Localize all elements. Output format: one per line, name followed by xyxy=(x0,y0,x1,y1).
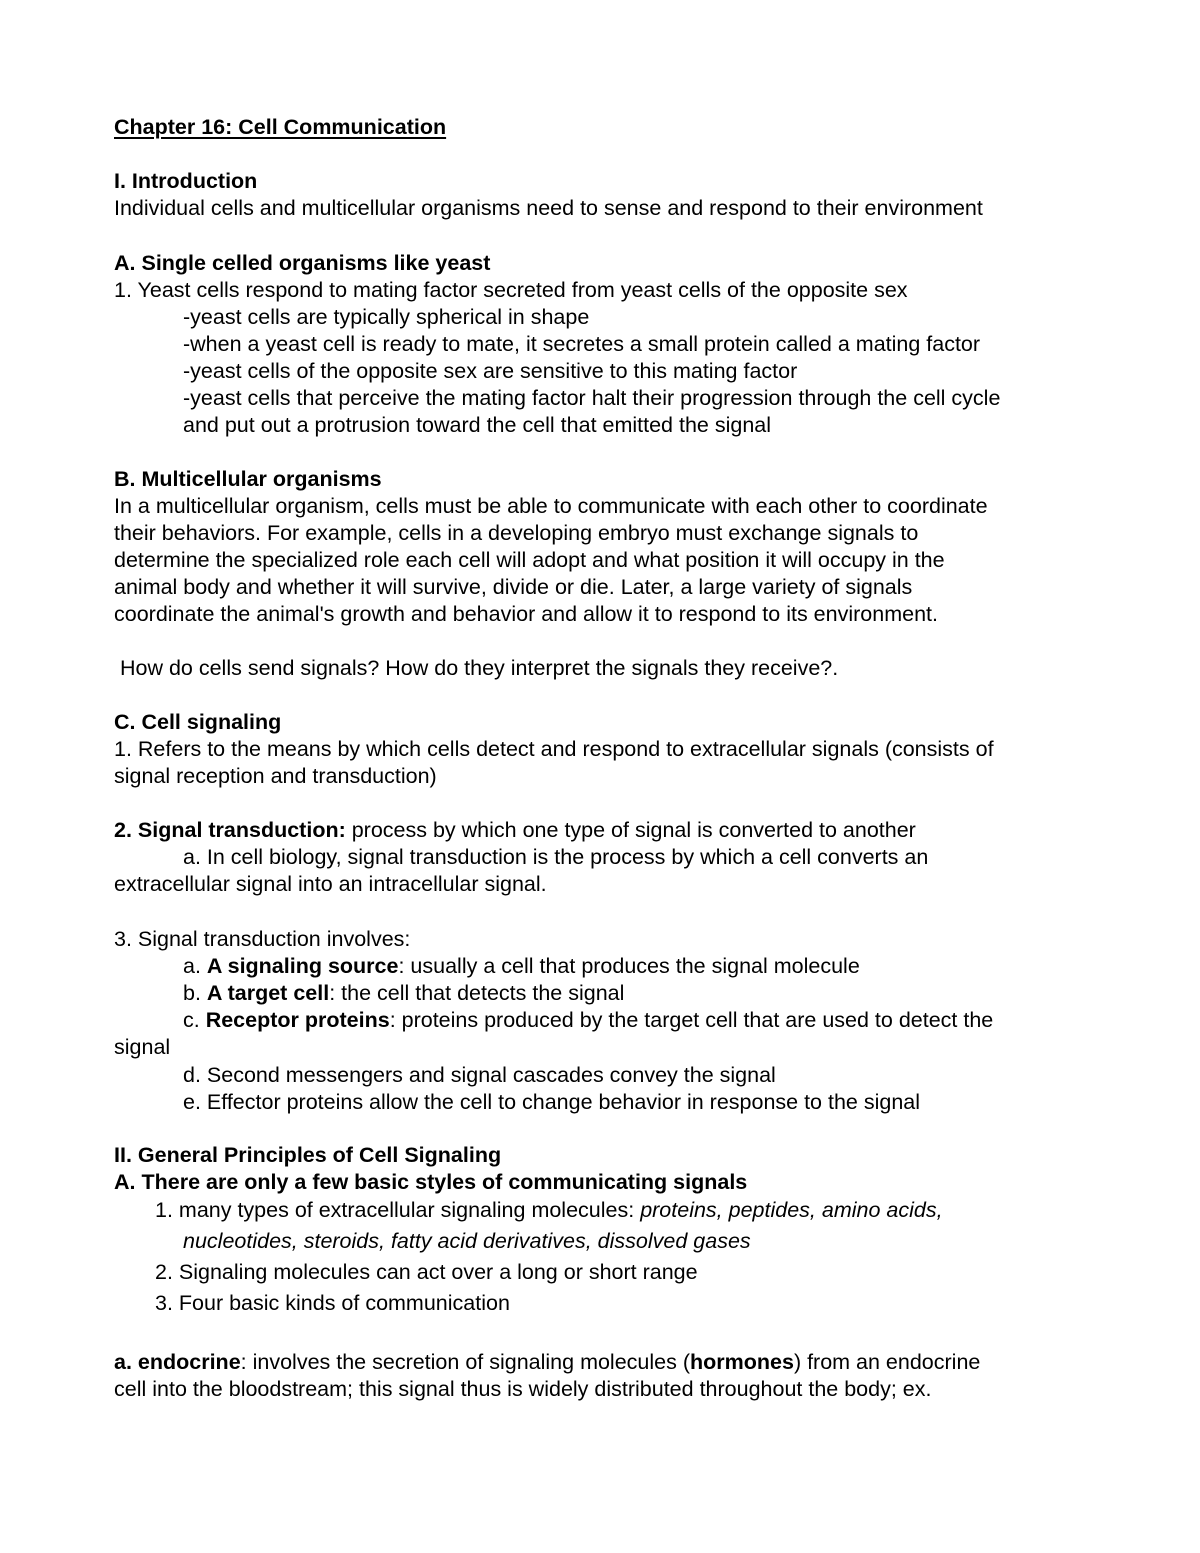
list-marker: a. xyxy=(183,954,207,978)
section-heading-a: A. Single celled organisms like yeast xyxy=(114,251,491,275)
section-c-item-2 xyxy=(114,817,916,844)
page-title: Chapter 16: Cell Communication xyxy=(114,115,447,139)
section-heading-introduction: I. Introduction xyxy=(114,169,258,193)
endocrine-text: : involves the secretion of signaling molecules ( xyxy=(240,1350,690,1374)
receptor-proteins-term: Receptor proteins xyxy=(205,1008,390,1032)
endocrine-definition xyxy=(114,1349,980,1376)
section-a-bullet: -yeast cells that perceive the mating factor halt their progression through the cell cycle xyxy=(183,386,1001,410)
hormones-term: hormones xyxy=(690,1350,794,1374)
endocrine-term: a. endocrine xyxy=(114,1350,241,1374)
section-a-item-1: 1. Yeast cells respond to mating factor secreted from yeast cells of the opposite sex xyxy=(114,278,908,302)
section-b-paragraph-line: their behaviors. For example, cells in a developing embryo must exchange signals to xyxy=(114,521,919,545)
section-c-item-2a: a. In cell biology, signal transduction is the process by which a cell converts an xyxy=(183,845,929,869)
section-heading-ii: II. General Principles of Cell Signaling xyxy=(114,1143,502,1167)
section-c-item-3c-continuation: signal xyxy=(114,1035,171,1059)
section-ii-item-1-continuation: nucleotides, steroids, fatty acid derivatives, dissolved gases xyxy=(183,1229,751,1253)
molecule-types-intro: 1. many types of extracellular signaling molecules: xyxy=(155,1198,641,1222)
section-heading-b: B. Multicellular organisms xyxy=(114,467,382,491)
section-a-bullet: -yeast cells of the opposite sex are sensitive to this mating factor xyxy=(183,359,798,383)
section-ii-subheading-a: A. There are only a few basic styles of communicating signals xyxy=(114,1170,748,1194)
signaling-source-term: A signaling source xyxy=(206,954,399,978)
section-b-paragraph-line: determine the specialized role each cell will adopt and what position it will occupy in the xyxy=(114,548,945,572)
signaling-source-definition: : usually a cell that produces the signal molecule xyxy=(398,954,860,978)
section-c-item-3: 3. Signal transduction involves: xyxy=(114,927,411,951)
section-b-paragraph-line: In a multicellular organism, cells must be able to communicate with each other to coordinate xyxy=(114,494,988,518)
section-a-bullet: -when a yeast cell is ready to mate, it secretes a small protein called a mating factor xyxy=(183,332,981,356)
section-ii-item-1 xyxy=(155,1197,943,1224)
endocrine-definition-continuation: cell into the bloodstream; this signal thus is widely distributed throughout the body; ex. xyxy=(114,1377,932,1401)
section-a-bullet: -yeast cells are typically spherical in shape xyxy=(183,305,590,329)
section-ii-item-3: 3. Four basic kinds of communication xyxy=(155,1291,510,1315)
section-b-paragraph-line: animal body and whether it will survive, divide or die. Later, a large variety of signals xyxy=(114,575,913,599)
list-marker: b. xyxy=(183,981,207,1005)
intro-text: Individual cells and multicellular organisms need to sense and respond to their environment xyxy=(114,196,983,220)
endocrine-text: ) from an endocrine xyxy=(793,1350,981,1374)
section-c-item-3b xyxy=(183,980,624,1007)
target-cell-definition: : the cell that detects the signal xyxy=(329,981,625,1005)
list-marker: c. xyxy=(183,1008,206,1032)
section-c-item-1-continuation: signal reception and transduction) xyxy=(114,764,437,788)
receptor-proteins-definition: : proteins produced by the target cell that are used to detect the xyxy=(389,1008,994,1032)
section-c-item-2a-continuation: extracellular signal into an intracellular signal. xyxy=(114,872,547,896)
signal-transduction-term: 2. Signal transduction: xyxy=(114,818,346,842)
section-c-item-3c xyxy=(183,1007,993,1034)
section-ii-item-2: 2. Signaling molecules can act over a long or short range xyxy=(155,1260,698,1284)
section-c-item-3d: d. Second messengers and signal cascades convey the signal xyxy=(183,1063,776,1087)
target-cell-term: A target cell xyxy=(206,981,330,1005)
section-c-item-3e: e. Effector proteins allow the cell to change behavior in response to the signal xyxy=(183,1090,921,1114)
section-heading-c: C. Cell signaling xyxy=(114,710,282,734)
section-c-item-1: 1. Refers to the means by which cells detect and respond to extracellular signals (consists of xyxy=(114,737,994,761)
section-c-item-3a xyxy=(183,953,860,980)
section-a-bullet-continuation: and put out a protrusion toward the cell that emitted the signal xyxy=(183,413,772,437)
section-b-paragraph-line: coordinate the animal's growth and behavior and allow it to respond to its environment. xyxy=(114,602,938,626)
signal-transduction-definition: process by which one type of signal is converted to another xyxy=(345,818,916,842)
section-b-question: How do cells send signals? How do they interpret the signals they receive?. xyxy=(114,656,839,680)
molecule-types-list: proteins, peptides, amino acids, xyxy=(640,1198,943,1222)
